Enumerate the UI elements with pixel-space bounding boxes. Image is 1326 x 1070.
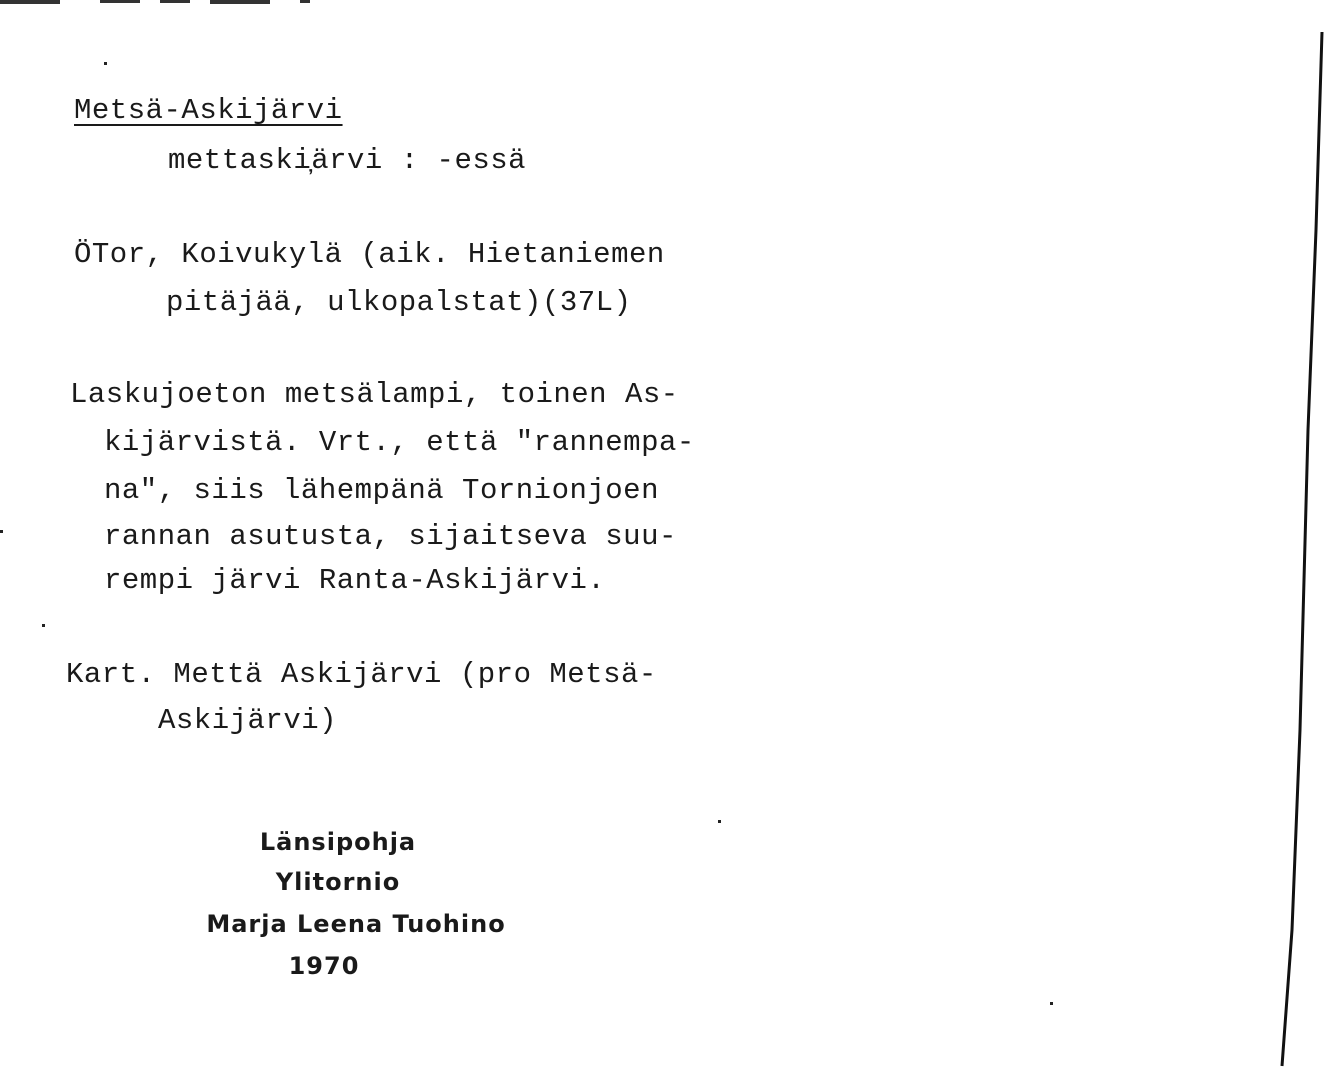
description-line-2: kijärvistä. Vrt., että "rannempa- (104, 426, 695, 459)
speck-mark (104, 62, 107, 65)
description-line-5: rempi järvi Ranta-Askijärvi. (104, 564, 606, 597)
speck-mark (1050, 1002, 1053, 1005)
parish-stamp: Ylitornio (275, 868, 401, 896)
pronunciation: mettaski̦ärvi : -essä (168, 144, 527, 177)
collector-stamp: Marja Leena Tuohino (206, 910, 506, 938)
map-note-line-1: Kart. Mettä Askijärvi (pro Metsä- (66, 658, 657, 691)
year-stamp: 1970 (288, 952, 360, 980)
description-line-1: Laskujoeton metsälampi, toinen As- (70, 378, 679, 411)
description-line-3: na", siis lähempänä Tornionjoen (104, 474, 659, 507)
entry-title: Metsä-Askijärvi (74, 94, 343, 127)
location-line-1: ÖTor, Koivukylä (aik. Hietaniemen (74, 238, 665, 271)
map-note-line-2: Askijärvi) (158, 704, 338, 737)
speck-mark (0, 530, 3, 533)
speck-mark (718, 820, 721, 823)
top-edge-marks (0, 0, 330, 8)
speck-mark (42, 624, 45, 627)
description-line-4: rannan asutusta, sijaitseva suu- (104, 520, 677, 553)
region-stamp: Länsipohja (259, 828, 417, 856)
card-edge-line (1278, 30, 1326, 1070)
location-line-2: pitäjää, ulkopalstat)(37L) (166, 286, 632, 319)
